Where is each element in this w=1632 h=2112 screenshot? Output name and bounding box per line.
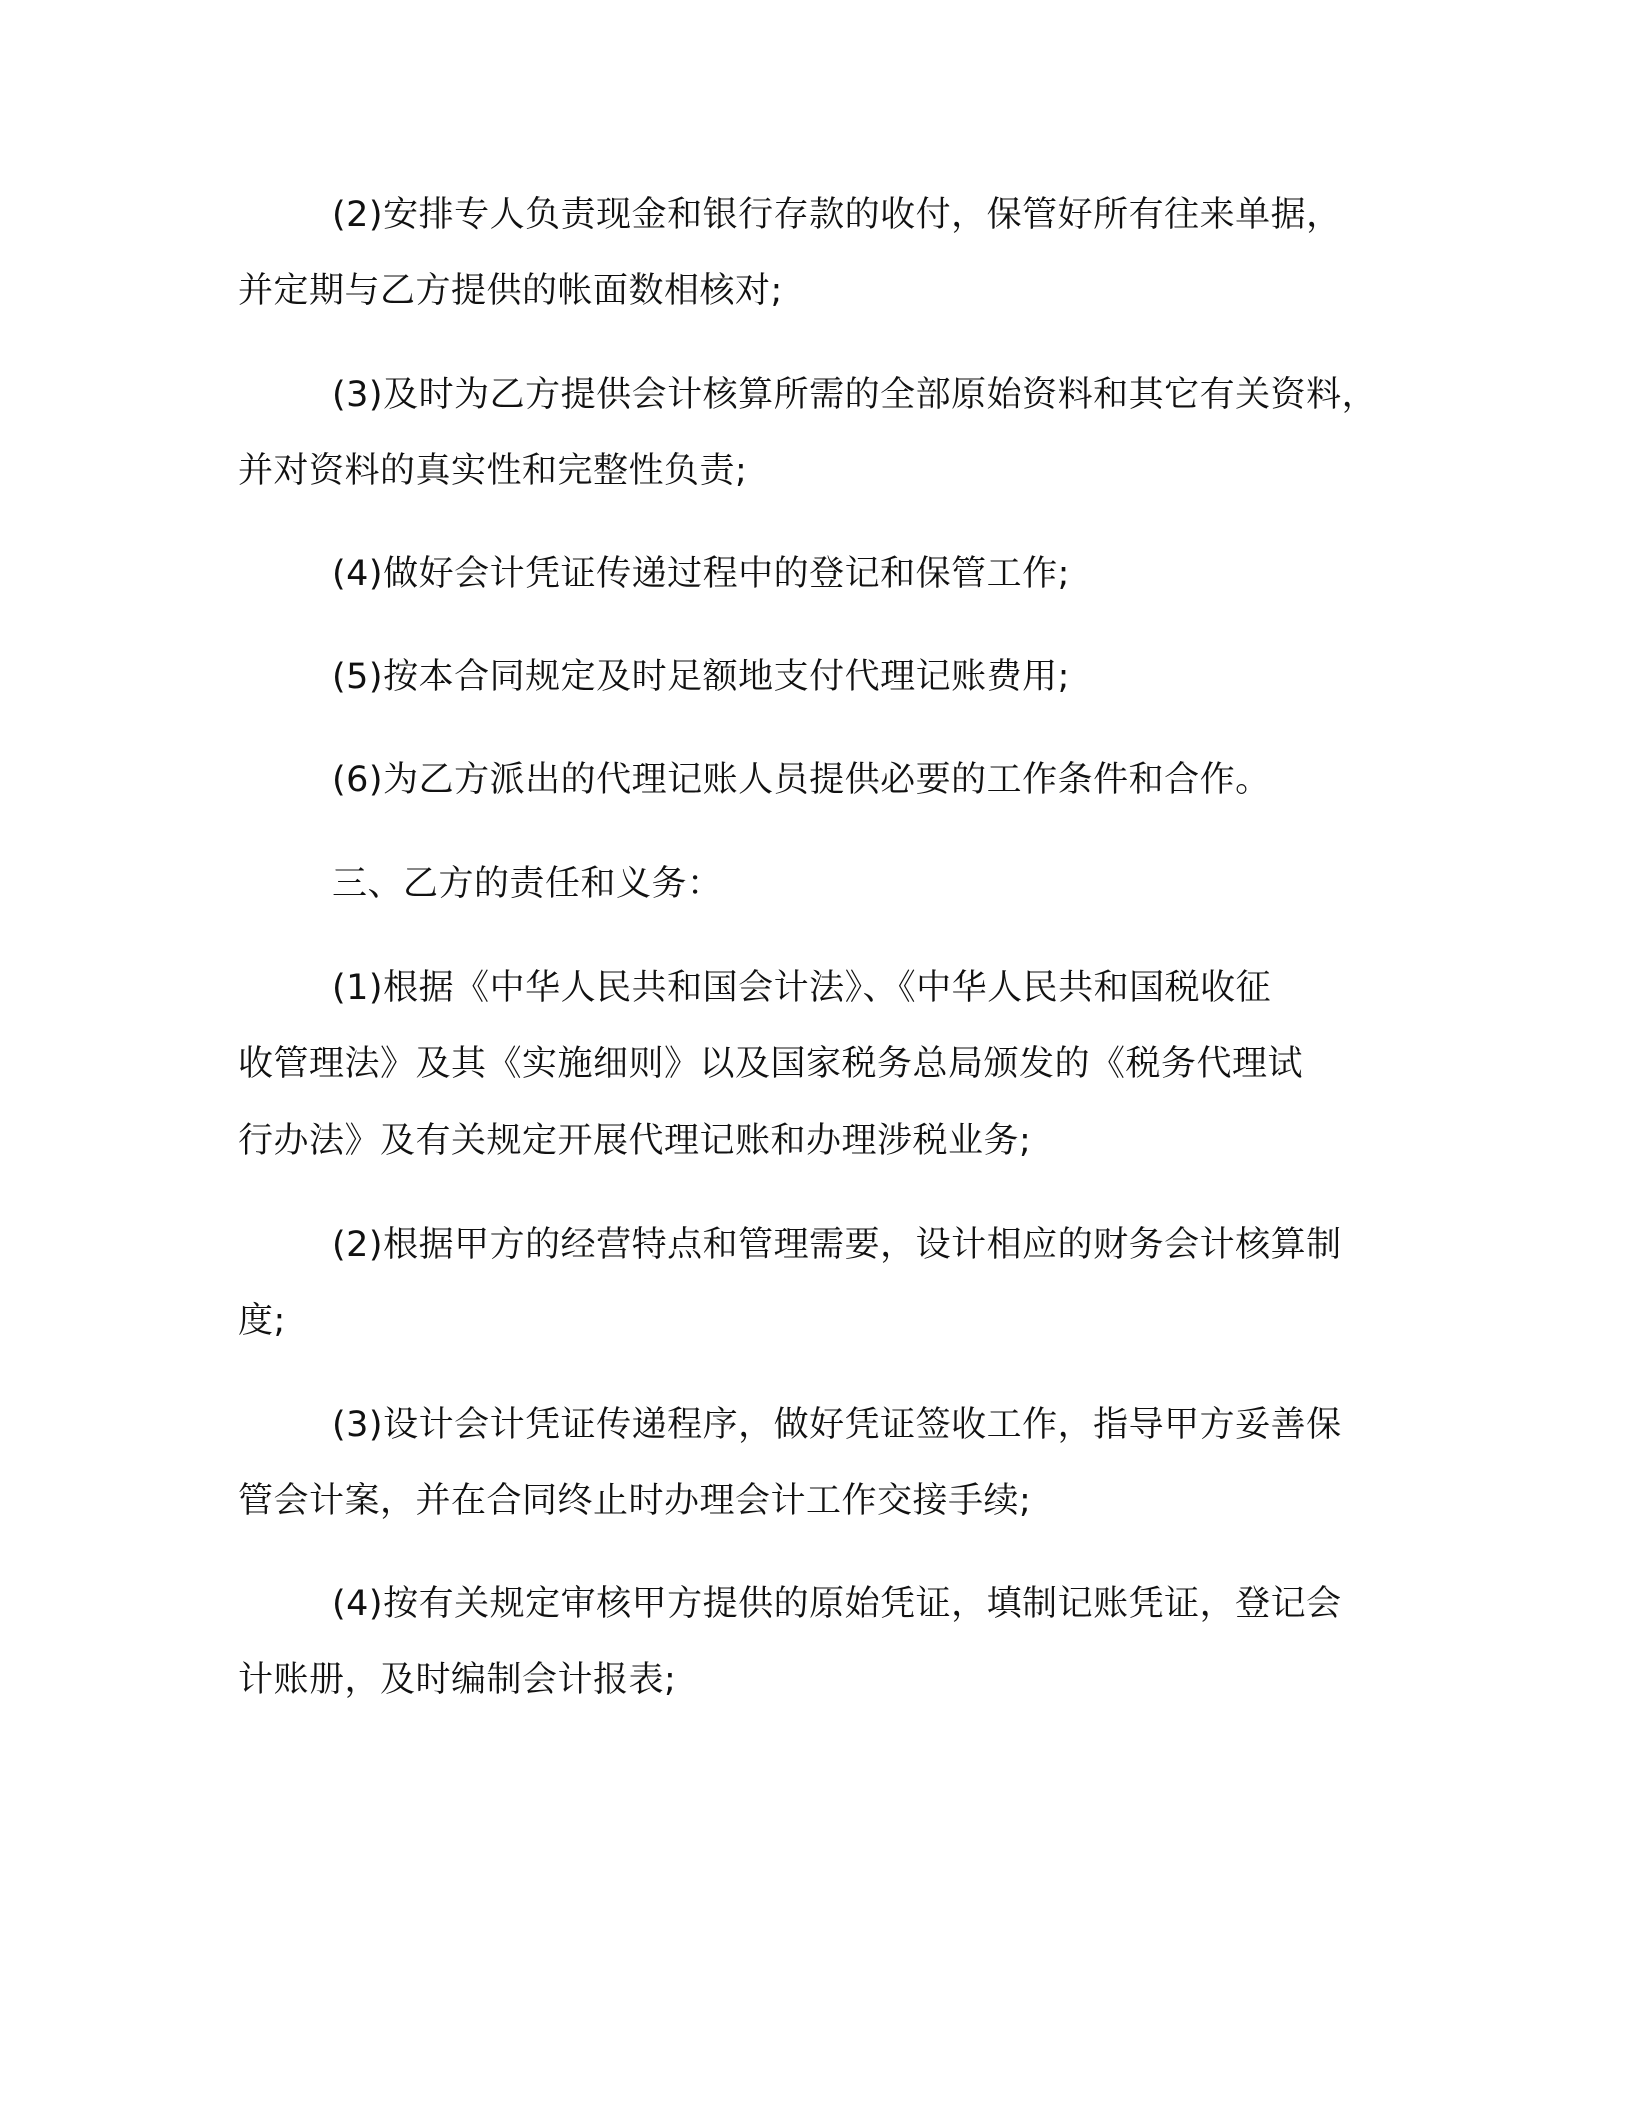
clause-b3-line-1: (3)设计会计凭证传递程序，做好凭证签收工作，指导甲方妥善保	[332, 1405, 1342, 1445]
clause-a5-line-1: (5)按本合同规定及时足额地支付代理记账费用;	[332, 657, 1070, 697]
clause-b2-line-1: (2)根据甲方的经营特点和管理需要，设计相应的财务会计核算制	[332, 1225, 1342, 1265]
clause-b2-line-2: 度;	[238, 1301, 286, 1341]
clause-b4-line-2: 计账册，及时编制会计报表;	[238, 1660, 677, 1700]
clause-a6-line-1: (6)为乙方派出的代理记账人员提供必要的工作条件和合作。	[332, 760, 1271, 800]
clause-a2-line-1: (2)安排专人负责现金和银行存款的收付，保管好所有往来单据，	[332, 195, 1342, 235]
clause-a3-line-1: (3)及时为乙方提供会计核算所需的全部原始资料和其它有关资料，	[332, 375, 1378, 415]
section-heading-3: 三、乙方的责任和义务：	[332, 864, 723, 904]
clause-b1-line-1: (1)根据《中华人民共和国会计法》、《中华人民共和国税收征	[332, 968, 1272, 1008]
clause-b1-line-3: 行办法》及有关规定开展代理记账和办理涉税业务;	[238, 1121, 1032, 1161]
clause-b4-line-1: (4)按有关规定审核甲方提供的原始凭证，填制记账凭证，登记会	[332, 1584, 1342, 1624]
clause-a3-line-2: 并对资料的真实性和完整性负责;	[238, 451, 748, 491]
clause-b1-line-2: 收管理法》及其《实施细则》以及国家税务总局颁发的《税务代理试	[238, 1044, 1304, 1084]
clause-a4-line-1: (4)做好会计凭证传递过程中的登记和保管工作;	[332, 554, 1070, 594]
clause-b3-line-2: 管会计案，并在合同终止时办理会计工作交接手续;	[238, 1481, 1032, 1521]
clause-a2-line-2: 并定期与乙方提供的帐面数相核对;	[238, 271, 783, 311]
